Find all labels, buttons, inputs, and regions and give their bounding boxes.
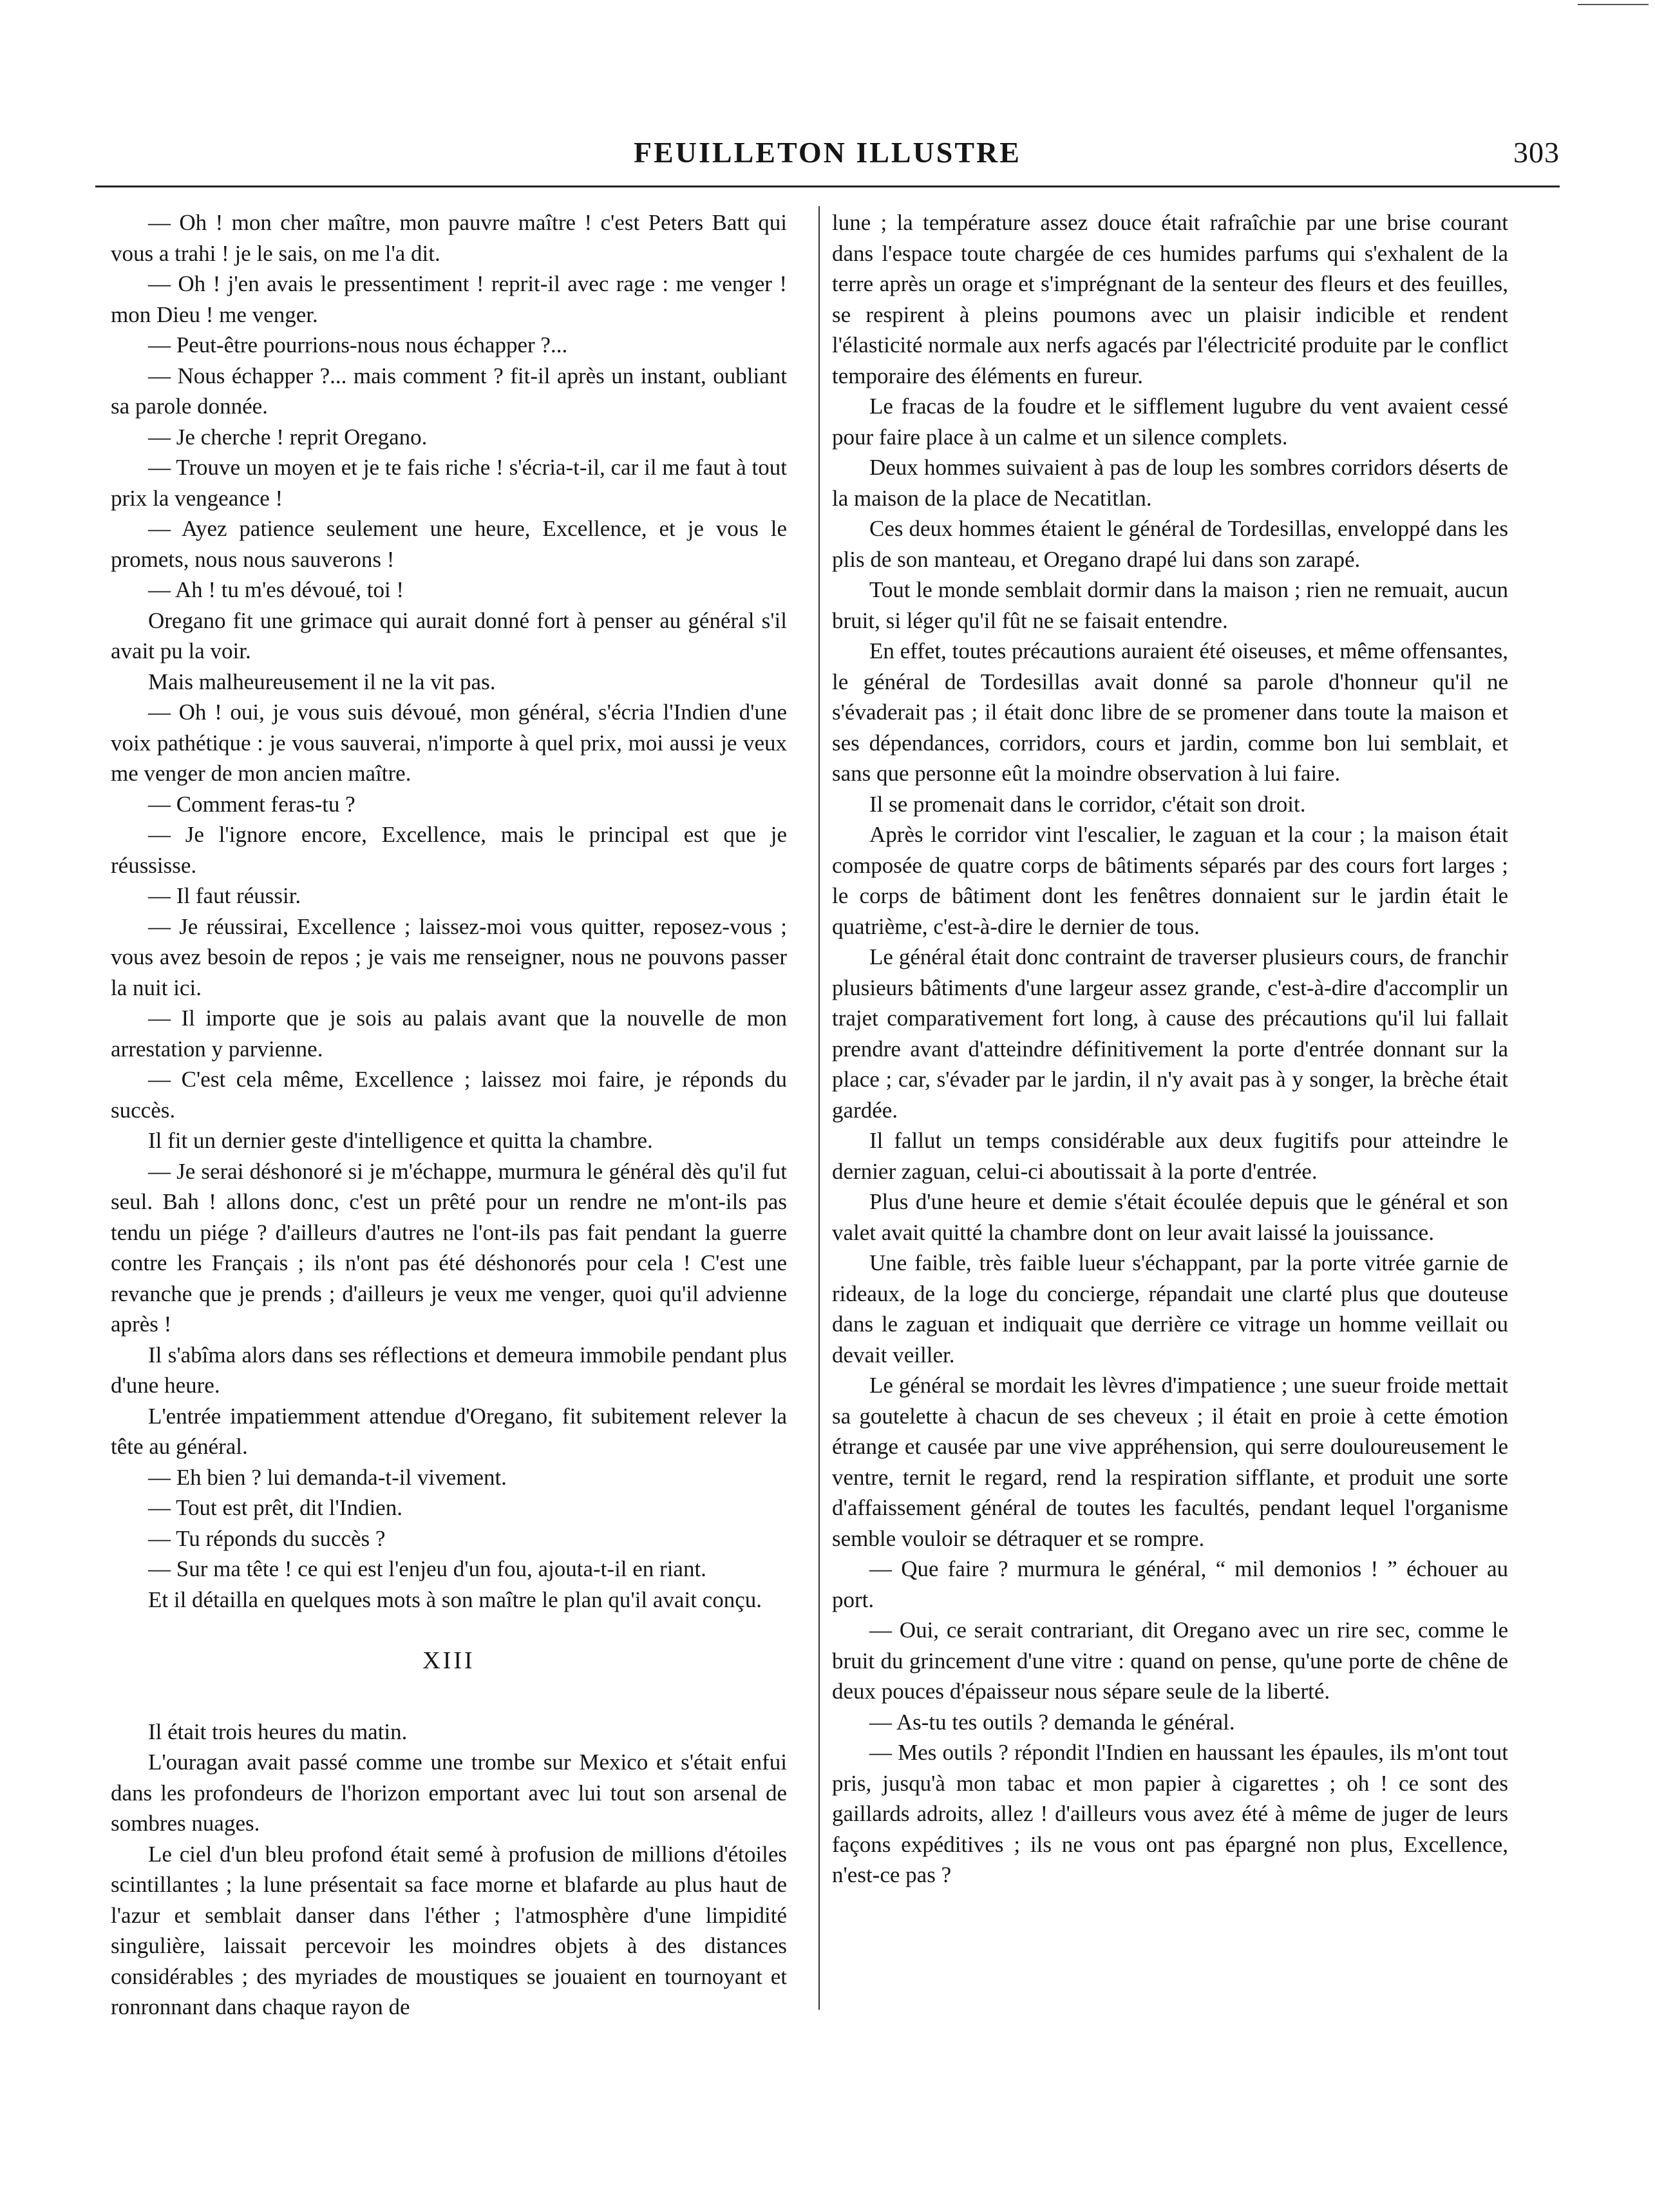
paragraph: — Oui, ce serait contrariant, dit Oregano avec un rire sec, comme le bruit du grincement d'une vitre : quand on pense, qu'une porte de chêne de deux pouces d'épaisseur nous sépare seule de la liberté. bbox=[832, 1617, 1508, 1704]
paragraph: L'entrée impatiemment attendue d'Oregano, fit subitement relever la tête au général. bbox=[111, 1403, 787, 1459]
left-column bbox=[111, 207, 787, 2023]
paragraph: Tout le monde semblait dormir dans la maison ; rien ne remuait, aucun bruit, si léger qu'il fût ne se faisait entendre. bbox=[832, 577, 1508, 633]
paragraph: Oregano fit une grimace qui aurait donné fort à penser au général s'il avait pu la voir. bbox=[111, 607, 787, 663]
paragraph: — Ayez patience seulement une heure, Excellence, et je vous le promets, nous nous sauverons ! bbox=[111, 516, 787, 572]
paragraph: L'ouragan avait passé comme une trombe sur Mexico et s'était enfui dans les profondeurs de l'horizon emportant avec lui tout son arsenal de sombres nuages. bbox=[111, 1750, 787, 1836]
paragraph: — C'est cela même, Excellence ; laissez moi faire, je réponds du succès. bbox=[111, 1067, 787, 1123]
paragraph: Plus d'une heure et demie s'était écoulée depuis que le général et son valet avait quitté la chambre dont on leur avait laissé la jouissance. bbox=[832, 1189, 1508, 1245]
paragraph: Le général se mordait les lèvres d'impatience ; une sueur froide mettait sa goutelette à chacun de ses cheveux ; il était en proie à cette émotion étrange et causée par une vive appréhension, qui serre douloureusement le ventre, ternit le regard, rend la respiration sifflante, et produit une sorte d'affaissement général de toutes les facultés, pendant lequel l'organisme semble vouloir se détraquer et se rompre. bbox=[832, 1373, 1508, 1551]
running-title: FEUILLETON ILLUSTRE bbox=[634, 136, 1021, 169]
paragraph: Il fallut un temps considérable aux deux fugitifs pour atteindre le dernier zaguan, celui-ci aboutissait à la porte d'entrée. bbox=[832, 1128, 1508, 1184]
paragraph: Le fracas de la foudre et le sifflement lugubre du vent avaient cessé pour faire place à un calme et un silence complets. bbox=[832, 394, 1508, 450]
paragraph: — Oh ! oui, je vous suis dévoué, mon général, s'écria l'Indien d'une voix pathétique : je vous sauverai, n'importe à quel prix, moi aussi je veux me venger de mon ancien maître. bbox=[111, 700, 787, 786]
left-column-paragraphs-after bbox=[111, 1717, 787, 2023]
continued-paragraph: lune ; la température assez douce était rafraîchie par une brise courant dans l'espace toute chargée de ces humides parfums qui s'exhalent de la terre après un orage et s'imprégnant de la senteur des fleurs et des feuilles, se respirent à pleins poumons avec un plaisir indicible et rendent l'élasticité normale aux nerfs agacés par l'électricité produite par le conflict temporaire des éléments en fureur. bbox=[832, 210, 1508, 388]
left-column-paragraphs-before bbox=[111, 207, 787, 1615]
page-header bbox=[95, 135, 1560, 180]
paragraph: Il se promenait dans le corridor, c'était son droit. bbox=[869, 791, 1306, 817]
right-column-paragraphs bbox=[832, 391, 1508, 1891]
paragraph: Ces deux hommes étaient le général de Tordesillas, enveloppé dans les plis de son manteau, et Oregano drapé lui dans son zarapé. bbox=[832, 516, 1508, 572]
paragraph: — Peut-être pourrions-nous nous échapper ?... bbox=[148, 332, 568, 358]
paragraph: Mais malheureusement il ne la vit pas. bbox=[148, 669, 496, 694]
paragraph: Après le corridor vint l'escalier, le zaguan et la cour ; la maison était composée de quatre corps de bâtiments séparés par des cours fort larges ; le corps de bâtiment dont les fenêtres donnaient sur le jardin était le quatrième, c'est-à-dire le dernier de tous. bbox=[832, 822, 1508, 939]
paragraph: Une faible, très faible lueur s'échappant, par la porte vitrée garnie de rideaux, de la loge du concierge, répandait une clarté plus que douteuse dans le zaguan et indiquait que derrière ce vitrage un homme veillait ou devait veiller. bbox=[832, 1250, 1508, 1368]
paragraph: En effet, toutes précautions auraient été oiseuses, et même offensantes, le général de Tordesillas avait donné sa parole d'honneur qu'il ne s'évaderait pas ; il était donc libre de se promener dans toute la maison et ses dépendances, corridors, cours et jardin, comme bon lui semblait, et sans que personne eût la moindre observation à lui faire. bbox=[832, 638, 1508, 786]
paragraph: — Mes outils ? répondit l'Indien en haussant les épaules, ils m'ont tout pris, jusqu'à mon tabac et mon papier à cigarettes ; oh ! ce sont des gaillards adroits, allez ! d'ailleurs vous avez été à même de juger de leurs façons expéditives ; ils ne vous ont pas épargné non plus, Excellence, n'est-ce pas ? bbox=[832, 1740, 1508, 1887]
corner-mark bbox=[1578, 4, 1649, 7]
paragraph: — Je serai déshonoré si je m'échappe, murmura le général dès qu'il fut seul. Bah ! allons donc, c'est un prêté pour un rendre ne m'ont-ils pas tendu un piége ? d'ailleurs d'autres ne l'ont-ils pas fait pendant la guerre contre les Français ; ils n'ont pas été déshonorés pour cela ! C'est une revanche que je prends ; d'ailleurs je veux me venger, quoi qu'il advienne après ! bbox=[111, 1158, 787, 1337]
paragraph: — Comment feras-tu ? bbox=[148, 791, 355, 817]
paragraph: Et il détailla en quelques mots à son maître le plan qu'il avait conçu. bbox=[148, 1587, 762, 1612]
paragraph: — Je l'ignore encore, Excellence, mais le principal est que je réussisse. bbox=[111, 822, 787, 878]
paragraph: Il était trois heures du matin. bbox=[148, 1719, 408, 1744]
paragraph: Il s'abîma alors dans ses réflections et demeura immobile pendant plus d'une heure. bbox=[111, 1342, 787, 1398]
paragraph: — Tu réponds du succès ? bbox=[148, 1525, 386, 1551]
paragraph: — As-tu tes outils ? demanda le général. bbox=[869, 1709, 1235, 1735]
paragraph: — Je réussirai, Excellence ; laissez-moi vous quitter, reposez-vous ; vous avez besoin de repos ; je vais me renseigner, nous ne pouvons passer la nuit ici. bbox=[111, 913, 787, 1000]
paragraph: — Il faut réussir. bbox=[148, 883, 301, 908]
paragraph: Le général était donc contraint de traverser plusieurs cours, de franchir plusieurs bâtiments d'une largeur assez grande, c'est-à-dire d'accomplir un trajet comparativement fort long, à cause des précautions qu'il lui fallait prendre avant d'atteindre définitivement la porte d'entrée donnant sur la place ; car, s'évader par le jardin, il n'y avait pas à y songer, la brèche était gardée. bbox=[832, 944, 1508, 1123]
header-rule bbox=[95, 186, 1560, 187]
paragraph: Le ciel d'un bleu profond était semé à profusion de millions d'étoiles scintillantes ; la lune présentait sa face morne et blafarde au plus haut de l'azur et semblait danser dans l'éther ; l'atmosphère d'une limpidité singulière, laissait percevoir les moindres objets à des distances considérables ; des myriades de moustiques se jouaient en tournoyant et ronronnant dans chaque rayon de bbox=[111, 1841, 787, 2019]
chapter-heading: XIII bbox=[422, 1647, 475, 1674]
paragraph: — Tout est prêt, dit l'Indien. bbox=[148, 1495, 402, 1520]
paragraph: — Trouve un moyen et je te fais riche ! s'écria-t-il, car il me faut à tout prix la vengeance ! bbox=[111, 455, 787, 511]
paragraph: — Ah ! tu m'es dévoué, toi ! bbox=[148, 577, 404, 602]
paragraph: Il fit un dernier geste d'intelligence et quitta la chambre. bbox=[148, 1128, 653, 1153]
paragraph: — Je cherche ! reprit Oregano. bbox=[148, 424, 428, 450]
paragraph: — Nous échapper ?... mais comment ? fit-il après un instant, oubliant sa parole donnée. bbox=[111, 363, 787, 419]
paragraph: — Il importe que je sois au palais avant que la nouvelle de mon arrestation y parvienne. bbox=[111, 1006, 787, 1062]
paragraph: — Oh ! j'en avais le pressentiment ! reprit-il avec rage : me venger ! mon Dieu ! me venger. bbox=[111, 271, 787, 327]
paragraph: — Oh ! mon cher maître, mon pauvre maître ! c'est Peters Batt qui vous a trahi ! je le sais, on me l'a dit. bbox=[111, 210, 787, 266]
paragraph: Deux hommes suivaient à pas de loup les sombres corridors déserts de la maison de la place de Necatitlan. bbox=[832, 455, 1508, 511]
paragraph: — Eh bien ? lui demanda-t-il vivement. bbox=[148, 1464, 507, 1490]
paragraph: — Que faire ? murmura le général, “ mil demonios ! ” échouer au port. bbox=[832, 1556, 1508, 1612]
right-column bbox=[832, 207, 1508, 1891]
paragraph: — Sur ma tête ! ce qui est l'enjeu d'un fou, ajouta-t-il en riant. bbox=[148, 1556, 706, 1581]
page-number: 303 bbox=[1513, 136, 1560, 169]
column-divider bbox=[818, 206, 820, 2010]
